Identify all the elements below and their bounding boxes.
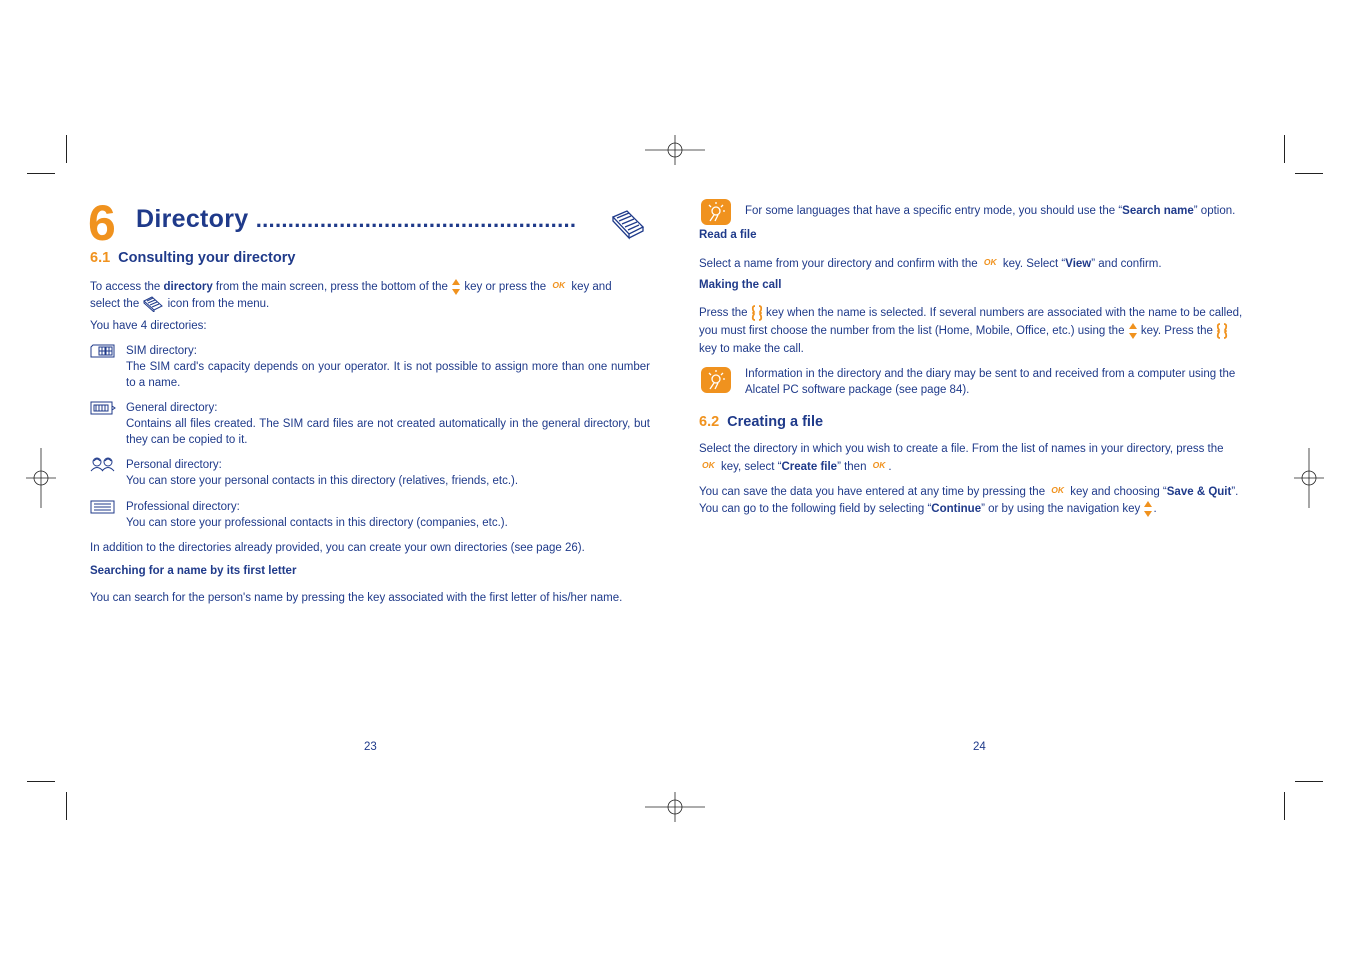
tip-lightbulb-icon — [701, 199, 731, 225]
page-number-left: 23 — [364, 741, 377, 753]
chapter-dots: .................................................. — [255, 207, 577, 232]
section-heading-6-2 — [699, 414, 823, 430]
general-directory-text: Contains all files created. The SIM card files are not created automatically in the general directory, but they can be copied to it. — [126, 418, 650, 446]
intro-paragraph: To access the directory from the main screen, press the bottom of the key or press the OK key and select the icon from the menu. — [90, 277, 651, 312]
section-number: 6.1 — [90, 250, 111, 266]
section-number: 6.2 — [699, 414, 720, 430]
section-title: Creating a file — [727, 414, 824, 430]
chapter-title — [136, 205, 576, 234]
you-have-directories: You have 4 directories: — [90, 320, 207, 332]
professional-directory-text: You can store your professional contacts in this directory (companies, etc.). — [126, 517, 508, 529]
registration-mark-bottom — [645, 792, 705, 822]
registration-mark-top — [645, 135, 705, 165]
general-directory-title: General directory: — [126, 402, 218, 414]
ok-key-icon: OK — [552, 280, 566, 290]
chapter-title-text: Directory — [136, 205, 249, 233]
tip-lightbulb-icon — [701, 367, 731, 393]
tip-paragraph-1: For some languages that have a specific entry mode, you should use the “Search name” option. — [745, 205, 1236, 217]
chapter-number: 6 — [88, 195, 116, 251]
navigation-key-icon — [1128, 322, 1138, 340]
sim-directory-title: SIM directory: — [126, 345, 197, 357]
create-file-paragraph: Select the directory in which you wish to create a file. From the list of names in your directory, press the OK key, select “Create file” then OK . — [699, 443, 1224, 473]
navigation-key-icon — [1143, 500, 1153, 518]
tip-paragraph-2: Information in the directory and the diary may be sent to and received from a computer using the Alcatel PC software package (see page 84). — [745, 368, 1236, 396]
registration-mark-right — [1294, 448, 1324, 508]
ok-key-icon: OK — [983, 257, 997, 267]
page-number-right: 24 — [973, 741, 986, 753]
sim-directory-icon — [90, 344, 116, 358]
save-data-paragraph: You can save the data you have entered at any time by pressing the OK key and choosing “Save & Quit”. You can go to the following field by selecting “Continue” or by using the navigation key . — [699, 482, 1261, 518]
section-heading-6-1 — [90, 250, 295, 266]
registration-mark-left — [26, 448, 56, 508]
call-key-icon — [1216, 323, 1228, 339]
navigation-key-icon — [451, 278, 461, 296]
ok-key-icon: OK — [872, 460, 886, 470]
personal-directory-text: You can store your personal contacts in this directory (relatives, friends, etc.). — [126, 475, 519, 487]
search-paragraph: You can search for the person's name by pressing the key associated with the first letter of his/her name. — [90, 592, 623, 604]
personal-directory-icon — [90, 456, 116, 472]
call-key-icon — [751, 305, 763, 321]
making-call-heading: Making the call — [699, 279, 782, 291]
read-file-heading: Read a file — [699, 229, 757, 241]
ok-key-icon: OK — [1051, 485, 1065, 495]
section-title: Consulting your directory — [118, 250, 296, 266]
directory-menu-icon — [142, 296, 164, 312]
addition-paragraph: In addition to the directories already provided, you can create your own directories (see page 26). — [90, 542, 585, 554]
professional-directory-title: Professional directory: — [126, 501, 240, 513]
professional-directory-icon — [90, 500, 116, 514]
making-call-paragraph: Press the key when the name is selected. If several numbers are associated with the name to be called, you must first choose the number from the list (Home, Mobile, Office, etc.) using the key. Press the key to make the call. — [699, 304, 1260, 358]
search-heading: Searching for a name by its first letter — [90, 565, 297, 577]
personal-directory-title: Personal directory: — [126, 459, 222, 471]
ok-key-icon: OK — [702, 460, 715, 470]
directory-book-icon — [609, 207, 647, 241]
general-directory-icon — [90, 401, 116, 415]
sim-directory-text: The SIM card's capacity depends on your operator. It is not possible to assign more than one number to a name. — [126, 361, 650, 389]
read-file-paragraph: Select a name from your directory and confirm with the OK key. Select “View” and confirm. — [699, 254, 1261, 272]
